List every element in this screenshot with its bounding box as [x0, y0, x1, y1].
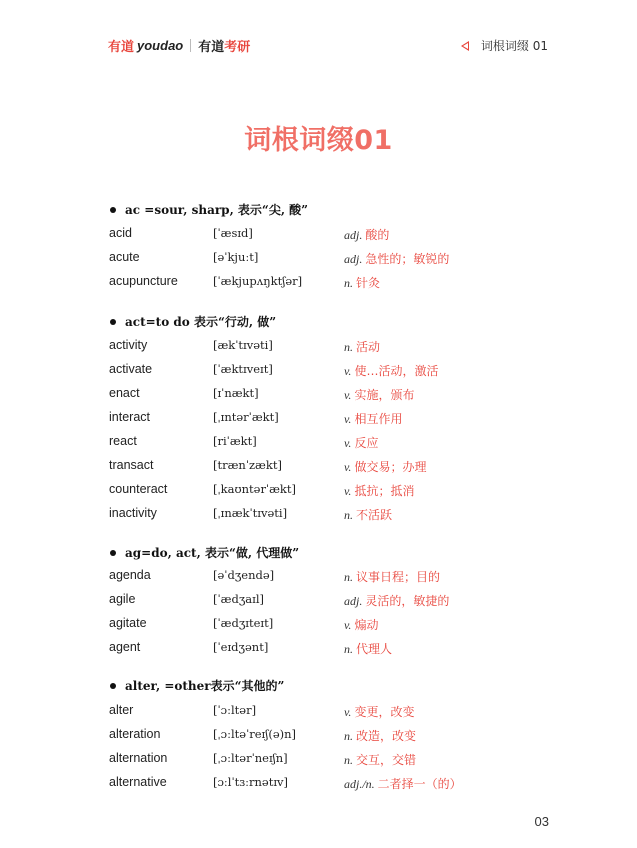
entry-phonetic: [ˌɪnækˈtɪvəti] [213, 506, 288, 520]
entry-word: counteract [109, 482, 168, 496]
entry-definition [344, 727, 416, 744]
vocab-entry [109, 775, 529, 795]
entry-definition [344, 616, 378, 633]
entry-part-of-speech: n. [344, 729, 353, 743]
vocab-entry [109, 640, 529, 660]
entry-part-of-speech: adj. [344, 252, 363, 266]
entry-part-of-speech: v. [344, 460, 352, 474]
entry-definition [344, 250, 449, 267]
entry-phonetic: [əˈkjuːt] [213, 250, 259, 264]
entry-meaning: 灵活的，敏捷的 [365, 594, 450, 608]
entry-meaning: 煽动 [354, 618, 379, 632]
vocab-entry [109, 226, 529, 246]
entry-word: agile [109, 592, 136, 606]
vocab-entry [109, 338, 529, 358]
section-heading-text: ag=do, act, 表示“做, 代理做” [125, 546, 300, 560]
entry-definition [344, 592, 449, 609]
entry-phonetic: [ˈækjupʌŋktʃər] [213, 274, 303, 288]
entry-definition [344, 410, 402, 427]
entry-part-of-speech: n. [344, 340, 353, 354]
entry-meaning: 针灸 [356, 276, 381, 290]
bullet-icon [110, 319, 116, 325]
entry-definition [344, 338, 380, 355]
logo-divider [190, 39, 191, 52]
entry-meaning: 交互，交错 [356, 753, 417, 767]
page-header [0, 0, 637, 80]
entry-part-of-speech: adj. [344, 228, 363, 242]
vocab-entry [109, 458, 529, 478]
entry-phonetic: [riˈækt] [213, 434, 257, 448]
entry-word: interact [109, 410, 150, 424]
entry-meaning: 代理人 [356, 642, 393, 656]
entry-phonetic: [ɪˈnækt] [213, 386, 259, 400]
entry-word: alternation [109, 751, 168, 765]
entry-part-of-speech: v. [344, 436, 352, 450]
section-heading [110, 201, 308, 218]
entry-phonetic: [ækˈtɪvəti] [213, 338, 273, 352]
vocab-entry [109, 386, 529, 406]
vocab-entry [109, 727, 529, 747]
entry-definition [344, 362, 438, 379]
entry-word: inactivity [109, 506, 157, 520]
entry-meaning: 活动 [356, 340, 381, 354]
entry-word: agenda [109, 568, 151, 582]
entry-meaning: 反应 [354, 436, 379, 450]
entry-definition [344, 640, 392, 657]
entry-phonetic: [ˌkaʊntərˈækt] [213, 482, 296, 496]
header-section-title [461, 37, 548, 54]
vocab-entry [109, 410, 529, 430]
section-heading-text: alter, =other表示“其他的” [125, 679, 285, 693]
bullet-icon [110, 683, 116, 689]
entry-meaning: 做交易；办理 [354, 460, 427, 474]
entry-part-of-speech: n. [344, 276, 353, 290]
entry-word: alternative [109, 775, 167, 789]
vocab-entry [109, 274, 529, 294]
bullet-icon [110, 207, 116, 213]
entry-definition [344, 775, 462, 792]
vocab-entry [109, 592, 529, 612]
entry-phonetic: [ˈɔːltər] [213, 703, 257, 717]
entry-phonetic: [əˈdʒendə] [213, 568, 275, 582]
entry-word: acupuncture [109, 274, 178, 288]
entry-part-of-speech: v. [344, 388, 352, 402]
entry-definition [344, 751, 416, 768]
entry-part-of-speech: v. [344, 618, 352, 632]
entry-meaning: 急性的；敏锐的 [365, 252, 450, 266]
entry-part-of-speech: adj. [344, 594, 363, 608]
header-section-label: 词根词缀 01 [480, 39, 548, 53]
entry-phonetic: [ˌɔːltərˈneɪʃn] [213, 751, 288, 765]
entry-word: alteration [109, 727, 161, 741]
entry-word: acid [109, 226, 132, 240]
entry-meaning: 酸的 [365, 228, 390, 242]
vocab-entry [109, 568, 529, 588]
vocab-entry [109, 703, 529, 723]
entry-phonetic: [ˈædʒɪteɪt] [213, 616, 274, 630]
entry-part-of-speech: v. [344, 705, 352, 719]
vocab-entry [109, 506, 529, 526]
entry-word: activate [109, 362, 153, 376]
bullet-icon [110, 550, 116, 556]
vocab-entry [109, 434, 529, 454]
entry-word: transact [109, 458, 154, 472]
section-heading-text: act=to do 表示“行动, 做” [125, 315, 277, 329]
entry-definition [344, 386, 414, 403]
entry-phonetic: [ˈæktɪveɪt] [213, 362, 273, 376]
vocab-entry [109, 250, 529, 270]
triangle-left-icon [461, 41, 469, 51]
entry-meaning: 变更，改变 [354, 705, 415, 719]
entry-part-of-speech: n. [344, 508, 353, 522]
youdao-logo [108, 36, 250, 55]
entry-meaning: 相互作用 [354, 412, 403, 426]
entry-part-of-speech: n. [344, 570, 353, 584]
entry-part-of-speech: v. [344, 412, 352, 426]
section-heading-text: ac =sour, sharp, 表示“尖, 酸” [125, 203, 309, 217]
entry-word: alter [109, 703, 134, 717]
vocab-entry [109, 362, 529, 382]
entry-word: agitate [109, 616, 147, 630]
entry-phonetic: [ˈædʒaɪl] [213, 592, 265, 606]
entry-meaning: 不活跃 [356, 508, 393, 522]
logo-en-text: youdao [137, 38, 184, 53]
entry-meaning: 实施，颁布 [354, 388, 415, 402]
entry-definition [344, 274, 380, 291]
page-title: 词根词缀01 [244, 125, 393, 156]
entry-definition [344, 482, 414, 499]
entry-meaning: 二者择一（的） [377, 777, 462, 791]
entry-definition [344, 568, 440, 585]
entry-meaning: 使…活动，激活 [354, 364, 439, 378]
section-heading [110, 313, 276, 330]
entry-part-of-speech: n. [344, 642, 353, 656]
section-heading [110, 677, 284, 694]
logo-sub-text-b: 考研 [224, 40, 251, 55]
entry-phonetic: [trænˈzækt] [213, 458, 282, 472]
entry-phonetic: [ˌɪntərˈækt] [213, 410, 279, 424]
logo-sub-text-a: 有道 [198, 40, 225, 55]
entry-word: react [109, 434, 137, 448]
entry-definition [344, 458, 426, 475]
logo-cn-text: 有道 [108, 40, 135, 55]
entry-definition [344, 703, 414, 720]
entry-part-of-speech: adj./n. [344, 777, 375, 791]
entry-phonetic: [ˈeɪdʒənt] [213, 640, 269, 654]
vocab-entry [109, 482, 529, 502]
entry-word: acute [109, 250, 140, 264]
entry-definition [344, 434, 378, 451]
entry-meaning: 改造，改变 [356, 729, 417, 743]
page-number: 03 [534, 814, 549, 829]
entry-definition [344, 506, 392, 523]
entry-meaning: 议事日程；目的 [356, 570, 441, 584]
entry-part-of-speech: v. [344, 484, 352, 498]
vocab-entry [109, 751, 529, 771]
entry-definition [344, 226, 389, 243]
entry-part-of-speech: v. [344, 364, 352, 378]
entry-word: agent [109, 640, 141, 654]
entry-phonetic: [ˌɔːltəˈreɪʃ(ə)n] [213, 727, 297, 741]
entry-phonetic: [ɔːlˈtɜːrnətɪv] [213, 775, 288, 789]
vocab-entry [109, 616, 529, 636]
entry-phonetic: [ˈæsɪd] [213, 226, 253, 240]
section-heading [110, 544, 299, 561]
entry-meaning: 抵抗；抵消 [354, 484, 415, 498]
entry-part-of-speech: n. [344, 753, 353, 767]
entry-word: activity [109, 338, 148, 352]
entry-word: enact [109, 386, 140, 400]
